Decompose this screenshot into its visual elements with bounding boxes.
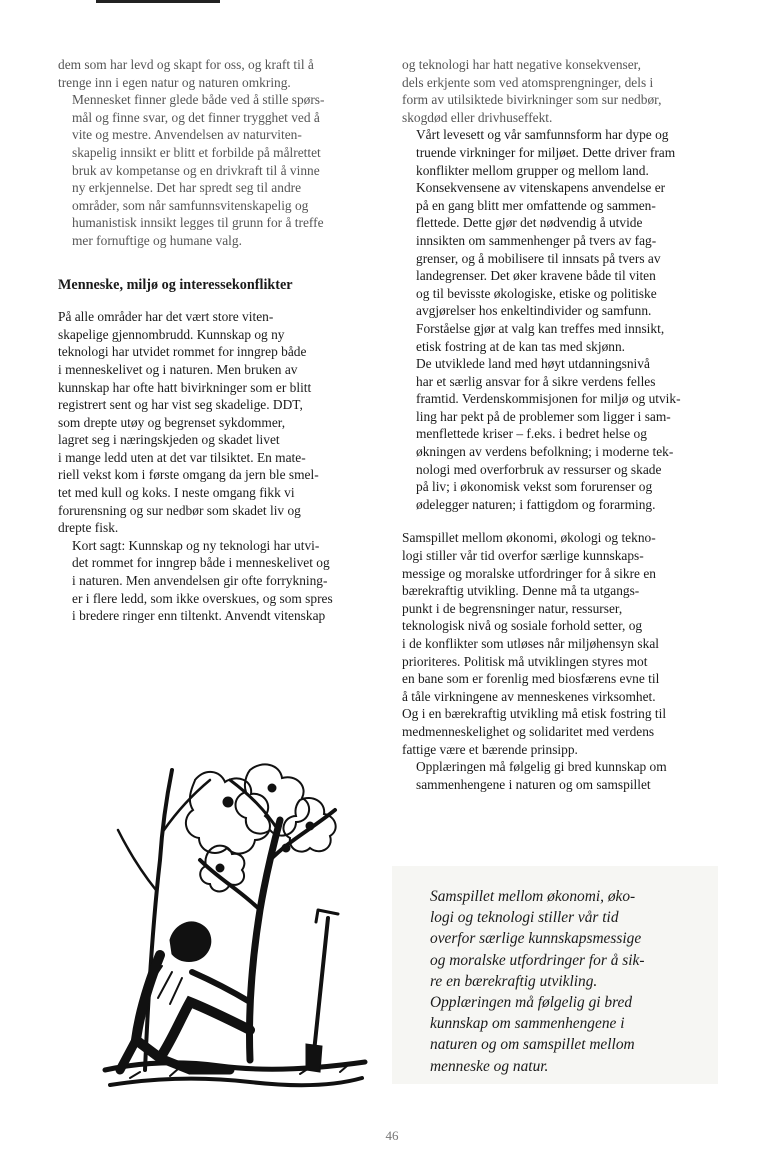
text-line: lagret seg i næringskjeden og skadet livet	[58, 432, 280, 448]
text-line: Og i en bærekraftig utvikling må etisk fostring til	[402, 706, 667, 722]
pull-quote-line: kunnskap om sammenhengene i	[430, 1015, 625, 1033]
page-number: 46	[385, 1128, 399, 1143]
text-line: nologi med overforbruk av ressurser og skade	[416, 461, 662, 477]
pull-quote-line: re en bærekraftig utvikling.	[430, 972, 598, 990]
text-line: fattige være et bærende prinsipp.	[402, 741, 578, 757]
pull-quote-text	[430, 886, 644, 1077]
text-line: prioriteres. Politisk må utviklingen styres mot	[402, 653, 648, 669]
pull-quote-line: menneske og natur.	[430, 1057, 549, 1075]
text-line: har et særlig ansvar for å sikre verdens felles	[416, 373, 656, 389]
text-line: på en gang blitt mer omfattende og sammen-	[416, 197, 656, 213]
text-line: trenge inn i egen natur og naturen omkring.	[58, 74, 291, 90]
text-line: ny erkjennelse. Det har spredt seg til andre	[72, 180, 302, 196]
text-line: drepte fisk.	[58, 520, 119, 536]
text-line: De utviklede land med høyt utdanningsnivå	[416, 356, 650, 372]
text-line: Kort sagt: Kunnskap og ny teknologi har utvi-	[72, 537, 320, 553]
left-para-2	[58, 91, 376, 249]
pull-quote-line: og moralske utfordringer for å sik-	[430, 951, 645, 969]
text-line: ling har pekt på de problemer som ligger i sam-	[416, 408, 671, 424]
left-para-1	[58, 56, 376, 91]
text-line: menflettede kriser – f.eks. i bedret helse og	[416, 426, 647, 442]
text-line: skogdød eller drivhuseffekt.	[402, 109, 553, 125]
text-line: mål og finne svar, og det finner trygghet ved å	[72, 109, 320, 125]
right-para-2	[402, 126, 720, 355]
text-line: å tåle virkningene av menneskenes virksomhet.	[402, 688, 656, 704]
right-para-5	[402, 758, 720, 793]
left-para-3	[58, 308, 376, 537]
text-line: på liv; i økonomisk vekst som forurenser og	[416, 479, 653, 495]
right-para-1	[402, 56, 720, 126]
left-para-4	[58, 537, 376, 625]
text-line: humanistisk innsikt legges til grunn for å treffe	[72, 215, 324, 231]
text-line: områder, som når samfunnsvitenskapelig og	[72, 197, 309, 213]
pull-quote-line: Samspillet mellom økonomi, øko-	[430, 888, 636, 905]
text-line: i naturen. Men anvendelsen gir ofte forrykning-	[72, 573, 328, 589]
text-line: bærekraftig utvikling. Denne må ta utgangs-	[402, 583, 640, 599]
text-line: framtid. Verdenskommisjonen for miljø og utvik-	[416, 391, 681, 407]
text-line: mer fornuftige og humane valg.	[72, 232, 242, 248]
text-line: som drepte utøy og begrenset sykdommer,	[58, 414, 286, 430]
text-line: truende virkninger for miljøet. Dette driver fram	[416, 144, 676, 160]
text-line: punkt i de begrensninger natur, ressurser,	[402, 600, 623, 616]
text-line: en bane som er forenlig med biosfærens evne til	[402, 671, 660, 687]
text-line: dem som har levd og skapt for oss, og kraft til å	[58, 57, 314, 72]
right-para-3	[402, 355, 720, 513]
text-line: flettede. Dette gjør det nødvendig å utvide	[416, 215, 643, 231]
text-line: innsikten om sammenhenger på tvers av fag-	[416, 232, 657, 248]
text-line: i de konflikter som utløses når miljøhensyn skal	[402, 636, 659, 651]
planting-illustration	[100, 740, 370, 1095]
text-line: Konsekvensene av vitenskapens anvendelse er	[416, 180, 666, 196]
text-line: etisk fostring at de kan tas med skjønn.	[416, 338, 626, 354]
text-line: medmenneskelighet og solidaritet med verdens	[402, 723, 655, 739]
text-line: forurensning og sur nedbør som skadet liv og	[58, 502, 301, 518]
text-line: Vårt levesett og vår samfunnsform har dype og	[416, 127, 669, 143]
right-para-4	[402, 529, 720, 758]
text-line: Mennesket finner glede både ved å stille spørs-	[72, 92, 325, 108]
text-line: form av utilsiktede bivirkninger som sur nedbør,	[402, 92, 662, 108]
left-column	[58, 56, 376, 625]
text-line: Opplæringen må følgelig gi bred kunnskap om	[416, 759, 667, 775]
text-line: messige og moralske utfordringer for å sikre en	[402, 565, 656, 581]
text-line: landegrenser. Det øker kravene både til viten	[416, 268, 656, 284]
pull-quote	[392, 866, 718, 1084]
text-line: bruk av kompetanse og en drivkraft til å vinne	[72, 162, 320, 178]
text-line: det rommet for inngrep både i menneskelivet og	[72, 555, 330, 571]
top-rule	[96, 0, 220, 3]
pull-quote-line: Opplæringen må følgelig gi bred	[430, 994, 633, 1012]
text-line: grenser, og å mobilisere til innsats på tvers av	[416, 250, 661, 266]
pull-quote-line: overfor særlige kunnskapsmessige	[430, 930, 642, 948]
text-line: dels erkjente som ved atomsprengninger, dels i	[402, 74, 654, 90]
text-line: vite og mestre. Anvendelsen av naturviten-	[72, 127, 302, 143]
text-line: avgjørelser hos enkeltindivider og samfunn.	[416, 303, 652, 319]
text-line: skapelig innsikt er blitt et forbilde på målrettet	[72, 144, 321, 160]
text-line: og til bevisste økologiske, etiske og politiske	[416, 285, 657, 301]
text-line: riell vekst kom i første omgang da jern ble smel-	[58, 467, 319, 483]
text-line: konflikter mellom grupper og mellom land.	[416, 162, 649, 178]
text-line: i mange ledd uten at det var tilsiktet. En mate-	[58, 449, 306, 465]
text-line: Samspillet mellom økonomi, økologi og tekno-	[402, 530, 656, 546]
text-line: skapelige gjennombrudd. Kunnskap og ny	[58, 326, 285, 342]
text-line: logi stiller vår tid overfor særlige kunnskaps-	[402, 548, 644, 564]
text-line: tet med kull og koks. I neste omgang fikk vi	[58, 485, 295, 501]
text-line: kunnskap har ofte hatt bivirkninger som er blitt	[58, 379, 312, 395]
pull-quote-line: logi og teknologi stiller vår tid	[430, 909, 619, 927]
text-line: Forståelse gjør at valg kan treffes med innsikt,	[416, 320, 665, 336]
text-line: teknologi har utvidet rommet for inngrep både	[58, 344, 307, 360]
text-line: i menneskelivet og i naturen. Men bruken av	[58, 361, 298, 377]
section-heading: Menneske, miljø og interessekonflikter	[58, 276, 293, 293]
right-column	[402, 56, 720, 793]
text-line: teknologisk nivå og sosiale forhold setter, og	[402, 618, 643, 634]
text-line: og teknologi har hatt negative konsekvenser,	[402, 57, 641, 72]
text-line: ødelegger naturen; i fattigdom og forarming.	[416, 496, 656, 512]
text-line: er i flere ledd, som ikke overskues, og som spres	[72, 590, 333, 606]
text-line: På alle områder har det vært store viten-	[58, 309, 274, 325]
text-line: i bredere ringer enn tiltenkt. Anvendt vitenskap	[72, 608, 326, 624]
text-line: sammenhengene i naturen og om samspillet	[416, 776, 651, 792]
text-line: registrert sent og har vist seg skadelige. DDT,	[58, 397, 303, 413]
text-line: økningen av verdens befolkning; i moderne tek-	[416, 444, 674, 460]
pull-quote-line: naturen og om samspillet mellom	[430, 1036, 635, 1054]
